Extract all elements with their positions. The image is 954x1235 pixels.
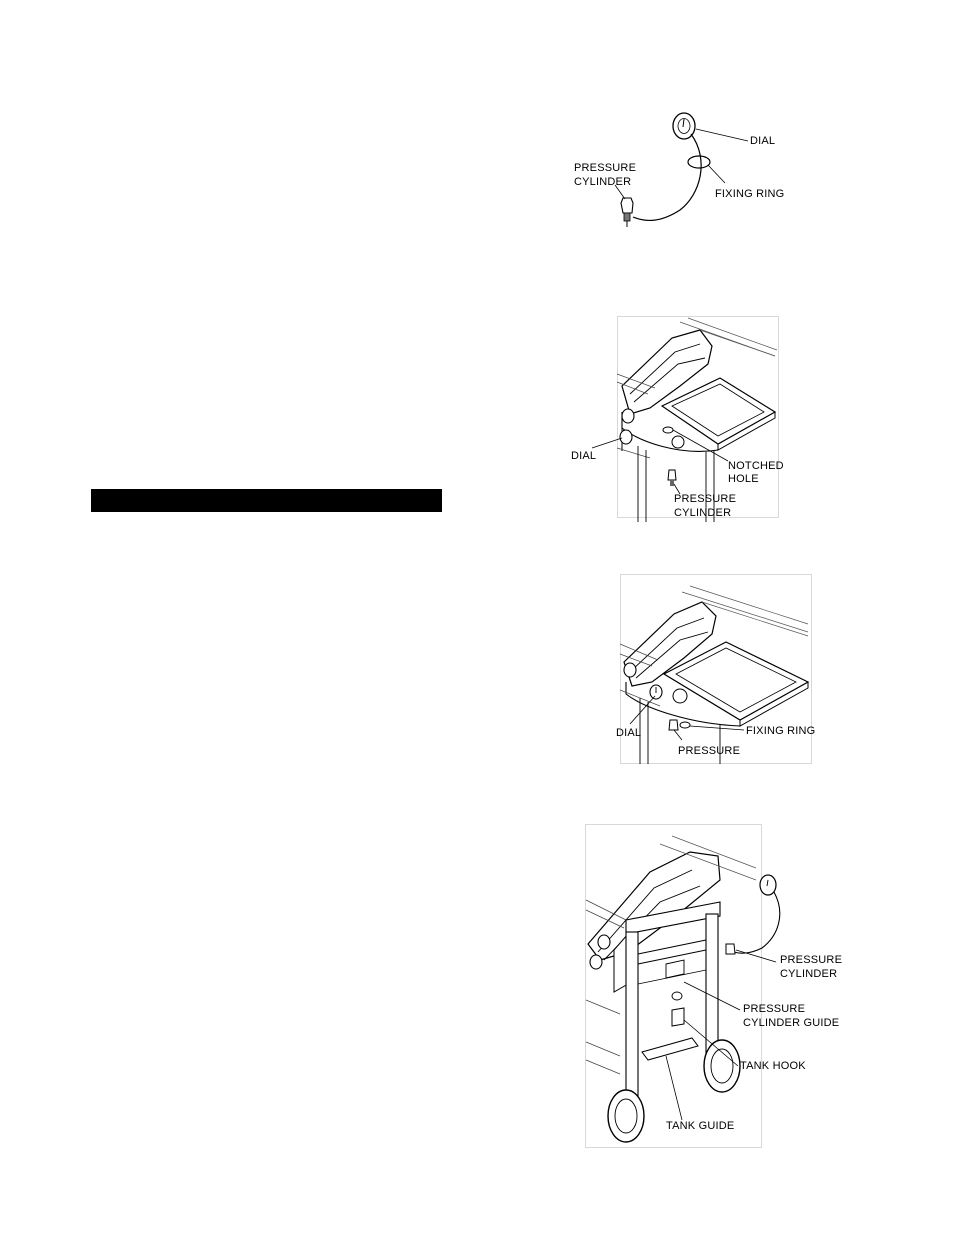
grill-shelf-drawing-1: [560, 316, 790, 522]
label-pressure-cylinder-line1: PRESSURE: [780, 954, 843, 966]
label-tank-guide: TANK GUIDE: [666, 1120, 735, 1132]
label-fixing-ring: FIXING RING: [715, 188, 785, 200]
label-notched-hole-line1: NOTCHED: [728, 460, 784, 472]
figure-dial-notched-hole: [560, 316, 790, 522]
figure-dial-fixing-ring: [600, 574, 820, 764]
grill-cart-drawing: [580, 824, 850, 1150]
label-pressure-cylinder-line2: CYLINDER: [674, 507, 732, 519]
figure-tank-hook-assembly: [580, 824, 850, 1150]
label-tank-hook: TANK HOOK: [740, 1060, 806, 1072]
label-pressure-cylinder-line2: CYLINDER: [574, 176, 632, 188]
label-notched-hole-line2: HOLE: [728, 473, 759, 485]
label-dial: DIAL: [750, 135, 776, 147]
label-dial: DIAL: [616, 727, 642, 739]
label-pressure-cylinder-line1: PRESSURE: [574, 162, 637, 174]
label-pressure-cylinder-guide-line1: PRESSURE: [743, 1003, 806, 1015]
label-pressure-cylinder-line2: CYLINDER: [780, 968, 838, 980]
label-dial: DIAL: [571, 450, 597, 462]
label-fixing-ring: FIXING RING: [746, 725, 816, 737]
label-pressure-cylinder-line1: PRESSURE: [674, 493, 737, 505]
figure-gauge-assembly: [560, 105, 800, 235]
section-heading-bar: [91, 489, 442, 512]
label-pressure: PRESSURE: [678, 745, 741, 757]
label-pressure-cylinder-guide-line2: CYLINDER GUIDE: [743, 1017, 840, 1029]
